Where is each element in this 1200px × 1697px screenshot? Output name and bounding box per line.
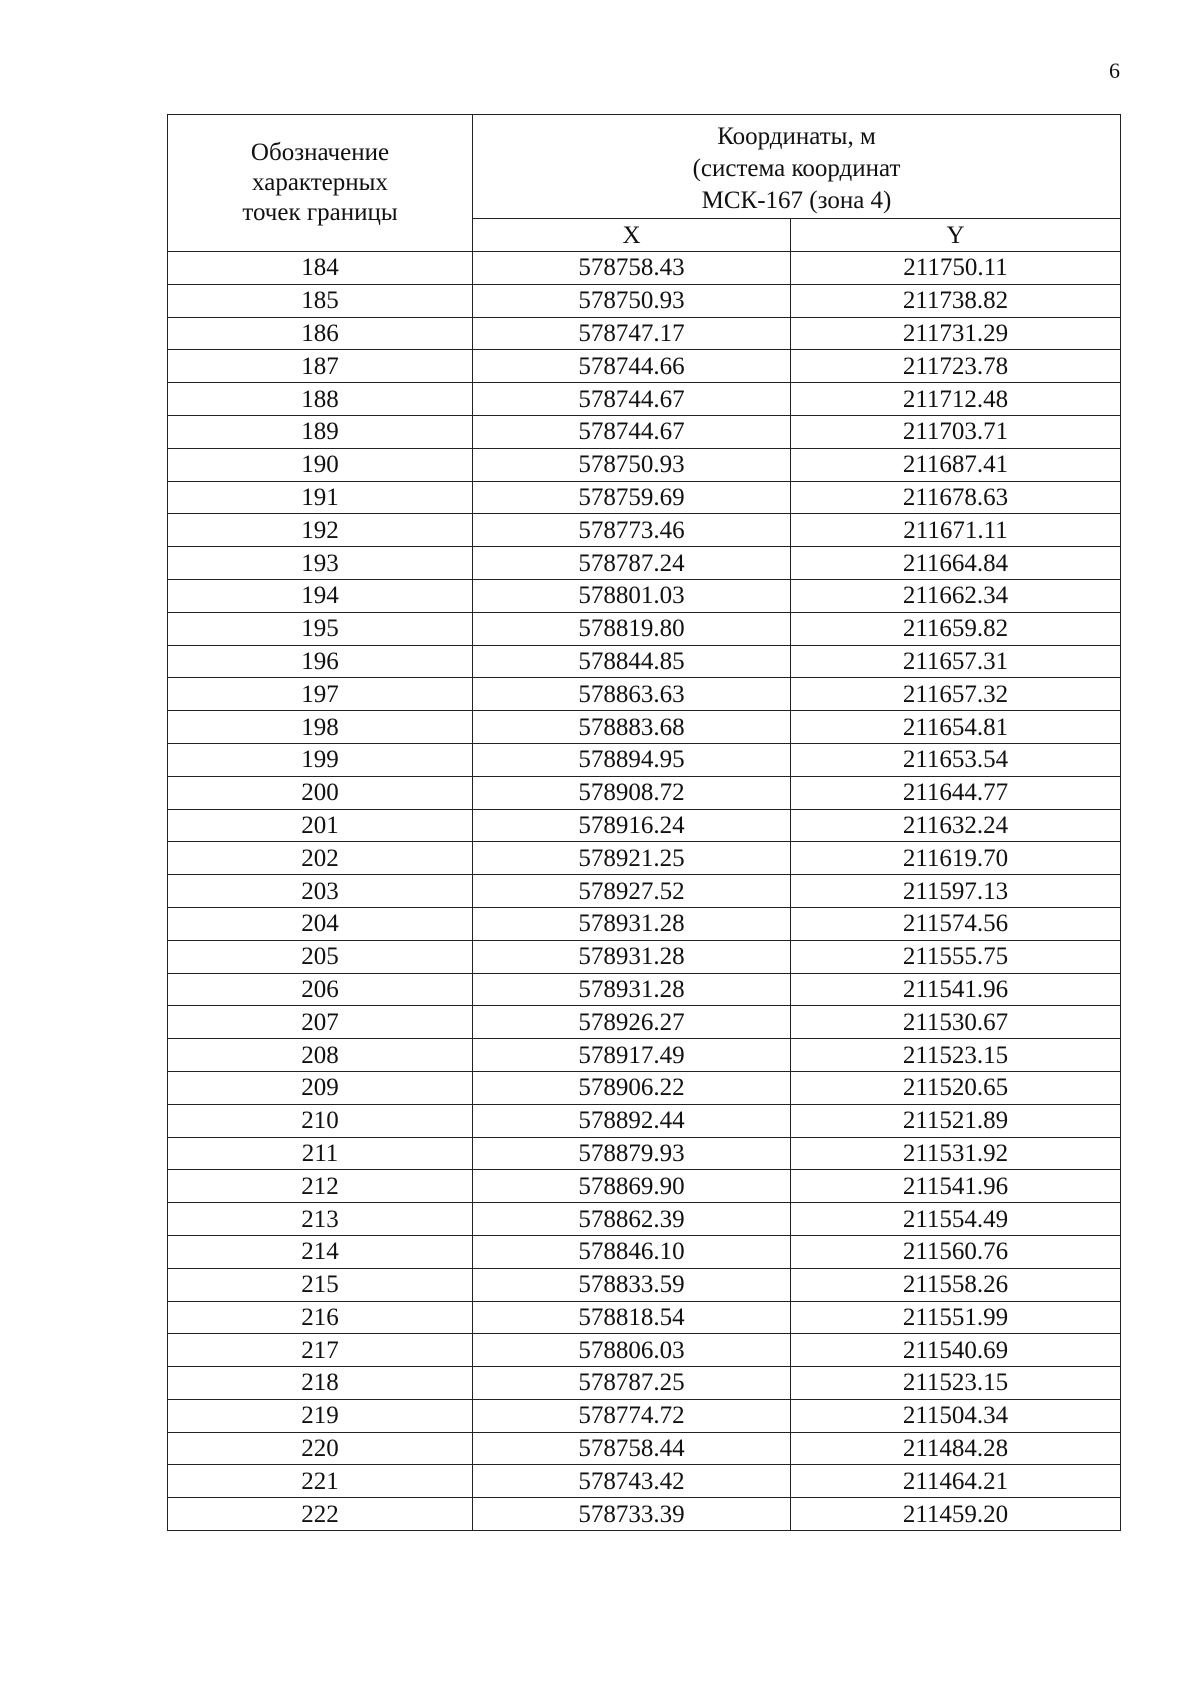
y-coordinate-cell: 211520.65 (791, 1071, 1121, 1104)
x-coordinate-cell: 578773.46 (473, 514, 791, 547)
x-coordinate-cell: 578927.52 (473, 875, 791, 908)
y-coordinate-cell: 211723.78 (791, 350, 1121, 383)
point-cell: 195 (168, 612, 473, 645)
y-coordinate-cell: 211521.89 (791, 1104, 1121, 1137)
point-cell: 204 (168, 907, 473, 940)
y-coordinate-cell: 211678.63 (791, 481, 1121, 514)
x-coordinate-cell: 578744.67 (473, 415, 791, 448)
point-cell: 184 (168, 252, 473, 285)
y-coordinate-cell: 211597.13 (791, 875, 1121, 908)
point-cell: 214 (168, 1235, 473, 1268)
point-cell: 220 (168, 1432, 473, 1465)
x-column-header: X (473, 219, 791, 252)
table-row (168, 1367, 1121, 1400)
table-row (168, 842, 1121, 875)
point-cell: 203 (168, 875, 473, 908)
y-coordinate-cell: 211504.34 (791, 1399, 1121, 1432)
y-coordinate-cell: 211654.81 (791, 711, 1121, 744)
x-coordinate-cell: 578758.43 (473, 252, 791, 285)
y-coordinate-cell: 211464.21 (791, 1465, 1121, 1498)
y-coordinate-cell: 211560.76 (791, 1235, 1121, 1268)
x-coordinate-cell: 578894.95 (473, 743, 791, 776)
table-row (168, 350, 1121, 383)
x-coordinate-cell: 578819.80 (473, 612, 791, 645)
coordinates-table-header (168, 115, 1121, 252)
y-coordinate-cell: 211555.75 (791, 940, 1121, 973)
x-coordinate-cell: 578879.93 (473, 1137, 791, 1170)
x-coordinate-cell: 578863.63 (473, 678, 791, 711)
y-coordinate-cell: 211657.31 (791, 645, 1121, 678)
point-cell: 202 (168, 842, 473, 875)
x-coordinate-cell: 578744.66 (473, 350, 791, 383)
table-row (168, 1170, 1121, 1203)
x-coordinate-cell: 578759.69 (473, 481, 791, 514)
x-coordinate-cell: 578931.28 (473, 907, 791, 940)
table-row (168, 317, 1121, 350)
y-coordinate-cell: 211738.82 (791, 284, 1121, 317)
y-coordinate-cell: 211632.24 (791, 809, 1121, 842)
point-cell: 201 (168, 809, 473, 842)
table-row (168, 1006, 1121, 1039)
table-row (168, 448, 1121, 481)
x-coordinate-cell: 578908.72 (473, 776, 791, 809)
y-coordinate-cell: 211644.77 (791, 776, 1121, 809)
point-cell: 205 (168, 940, 473, 973)
point-cell: 215 (168, 1268, 473, 1301)
y-coordinate-cell: 211750.11 (791, 252, 1121, 285)
x-coordinate-cell: 578747.17 (473, 317, 791, 350)
point-cell: 221 (168, 1465, 473, 1498)
point-cell: 219 (168, 1399, 473, 1432)
y-coordinate-cell: 211484.28 (791, 1432, 1121, 1465)
point-cell: 188 (168, 383, 473, 416)
point-cell: 217 (168, 1334, 473, 1367)
table-row (168, 1498, 1121, 1531)
coordinates-header-line-3: МСК-167 (зона 4) (701, 186, 892, 214)
table-row (168, 711, 1121, 744)
point-cell: 206 (168, 973, 473, 1006)
table-row (168, 1334, 1121, 1367)
x-coordinate-cell: 578916.24 (473, 809, 791, 842)
y-coordinate-cell: 211687.41 (791, 448, 1121, 481)
table-row (168, 973, 1121, 1006)
table-row (168, 252, 1121, 285)
x-coordinate-cell: 578818.54 (473, 1301, 791, 1334)
x-coordinate-cell: 578787.25 (473, 1367, 791, 1400)
point-cell: 190 (168, 448, 473, 481)
x-coordinate-cell: 578862.39 (473, 1203, 791, 1236)
x-coordinate-cell: 578892.44 (473, 1104, 791, 1137)
table-row (168, 1399, 1121, 1432)
y-coordinate-cell: 211541.96 (791, 973, 1121, 1006)
y-coordinate-cell: 211558.26 (791, 1268, 1121, 1301)
point-cell: 200 (168, 776, 473, 809)
point-cell: 212 (168, 1170, 473, 1203)
y-coordinate-cell: 211671.11 (791, 514, 1121, 547)
point-cell: 197 (168, 678, 473, 711)
table-row (168, 1203, 1121, 1236)
table-row (168, 940, 1121, 973)
y-coordinate-cell: 211530.67 (791, 1006, 1121, 1039)
table-row (168, 1301, 1121, 1334)
point-designation-header-line-1: Обозначение (250, 139, 390, 166)
x-coordinate-cell: 578846.10 (473, 1235, 791, 1268)
coordinates-table (167, 114, 1121, 1531)
page-number: 6 (1109, 58, 1120, 83)
point-cell: 210 (168, 1104, 473, 1137)
table-row (168, 383, 1121, 416)
y-coordinate-cell: 211531.92 (791, 1137, 1121, 1170)
point-cell: 196 (168, 645, 473, 678)
y-coordinate-cell: 211703.71 (791, 415, 1121, 448)
point-cell: 207 (168, 1006, 473, 1039)
x-coordinate-cell: 578931.28 (473, 973, 791, 1006)
x-coordinate-cell: 578758.44 (473, 1432, 791, 1465)
x-coordinate-cell: 578744.67 (473, 383, 791, 416)
point-cell: 208 (168, 1039, 473, 1072)
point-cell: 194 (168, 579, 473, 612)
x-coordinate-cell: 578931.28 (473, 940, 791, 973)
table-row (168, 547, 1121, 580)
point-cell: 198 (168, 711, 473, 744)
x-coordinate-cell: 578833.59 (473, 1268, 791, 1301)
x-coordinate-cell: 578787.24 (473, 547, 791, 580)
table-row (168, 481, 1121, 514)
y-coordinate-cell: 211554.49 (791, 1203, 1121, 1236)
table-row (168, 1039, 1121, 1072)
point-designation-header (168, 115, 473, 252)
y-coordinate-cell: 211657.32 (791, 678, 1121, 711)
y-coordinate-cell: 211653.54 (791, 743, 1121, 776)
table-row (168, 1268, 1121, 1301)
point-cell: 216 (168, 1301, 473, 1334)
y-coordinate-cell: 211662.34 (791, 579, 1121, 612)
point-cell: 189 (168, 415, 473, 448)
table-row (168, 1104, 1121, 1137)
table-row (168, 907, 1121, 940)
x-coordinate-cell: 578733.39 (473, 1498, 791, 1531)
y-coordinate-cell: 211574.56 (791, 907, 1121, 940)
coordinates-header-line-2: (система координат (692, 154, 901, 182)
y-coordinate-cell: 211664.84 (791, 547, 1121, 580)
y-coordinate-cell: 211541.96 (791, 1170, 1121, 1203)
x-coordinate-cell: 578801.03 (473, 579, 791, 612)
table-row (168, 284, 1121, 317)
point-cell: 192 (168, 514, 473, 547)
y-column-header: Y (791, 219, 1121, 252)
x-coordinate-cell: 578806.03 (473, 1334, 791, 1367)
point-cell: 211 (168, 1137, 473, 1170)
table-row (168, 875, 1121, 908)
y-coordinate-cell: 211659.82 (791, 612, 1121, 645)
point-designation-header-line-3: точек границы (242, 199, 398, 226)
table-row (168, 1071, 1121, 1104)
point-cell: 191 (168, 481, 473, 514)
y-coordinate-cell: 211523.15 (791, 1367, 1121, 1400)
x-coordinate-cell: 578774.72 (473, 1399, 791, 1432)
table-row (168, 743, 1121, 776)
table-row (168, 1432, 1121, 1465)
y-coordinate-cell: 211712.48 (791, 383, 1121, 416)
point-cell: 187 (168, 350, 473, 383)
point-cell: 213 (168, 1203, 473, 1236)
table-row (168, 776, 1121, 809)
table-row (168, 1137, 1121, 1170)
y-coordinate-cell: 211619.70 (791, 842, 1121, 875)
point-designation-header-line-2: характерных (252, 169, 388, 196)
table-row (168, 514, 1121, 547)
point-cell: 199 (168, 743, 473, 776)
y-coordinate-cell: 211459.20 (791, 1498, 1121, 1531)
y-coordinate-cell: 211540.69 (791, 1334, 1121, 1367)
y-coordinate-cell: 211523.15 (791, 1039, 1121, 1072)
x-coordinate-cell: 578750.93 (473, 284, 791, 317)
y-coordinate-cell: 211731.29 (791, 317, 1121, 350)
point-cell: 209 (168, 1071, 473, 1104)
table-row (168, 612, 1121, 645)
table-row (168, 809, 1121, 842)
point-cell: 185 (168, 284, 473, 317)
x-coordinate-cell: 578844.85 (473, 645, 791, 678)
x-coordinate-cell: 578743.42 (473, 1465, 791, 1498)
coordinates-header-line-1: Координаты, м (717, 122, 876, 150)
coordinates-header (473, 115, 1121, 219)
point-cell: 193 (168, 547, 473, 580)
x-coordinate-cell: 578869.90 (473, 1170, 791, 1203)
x-coordinate-cell: 578926.27 (473, 1006, 791, 1039)
table-row (168, 1465, 1121, 1498)
point-cell: 186 (168, 317, 473, 350)
x-coordinate-cell: 578750.93 (473, 448, 791, 481)
table-row (168, 645, 1121, 678)
point-cell: 222 (168, 1498, 473, 1531)
x-coordinate-cell: 578883.68 (473, 711, 791, 744)
point-cell: 218 (168, 1367, 473, 1400)
x-coordinate-cell: 578921.25 (473, 842, 791, 875)
table-row (168, 415, 1121, 448)
coordinates-table-body (168, 252, 1121, 1531)
x-coordinate-cell: 578917.49 (473, 1039, 791, 1072)
table-row (168, 678, 1121, 711)
table-row (168, 1235, 1121, 1268)
y-coordinate-cell: 211551.99 (791, 1301, 1121, 1334)
table-row (168, 579, 1121, 612)
x-coordinate-cell: 578906.22 (473, 1071, 791, 1104)
